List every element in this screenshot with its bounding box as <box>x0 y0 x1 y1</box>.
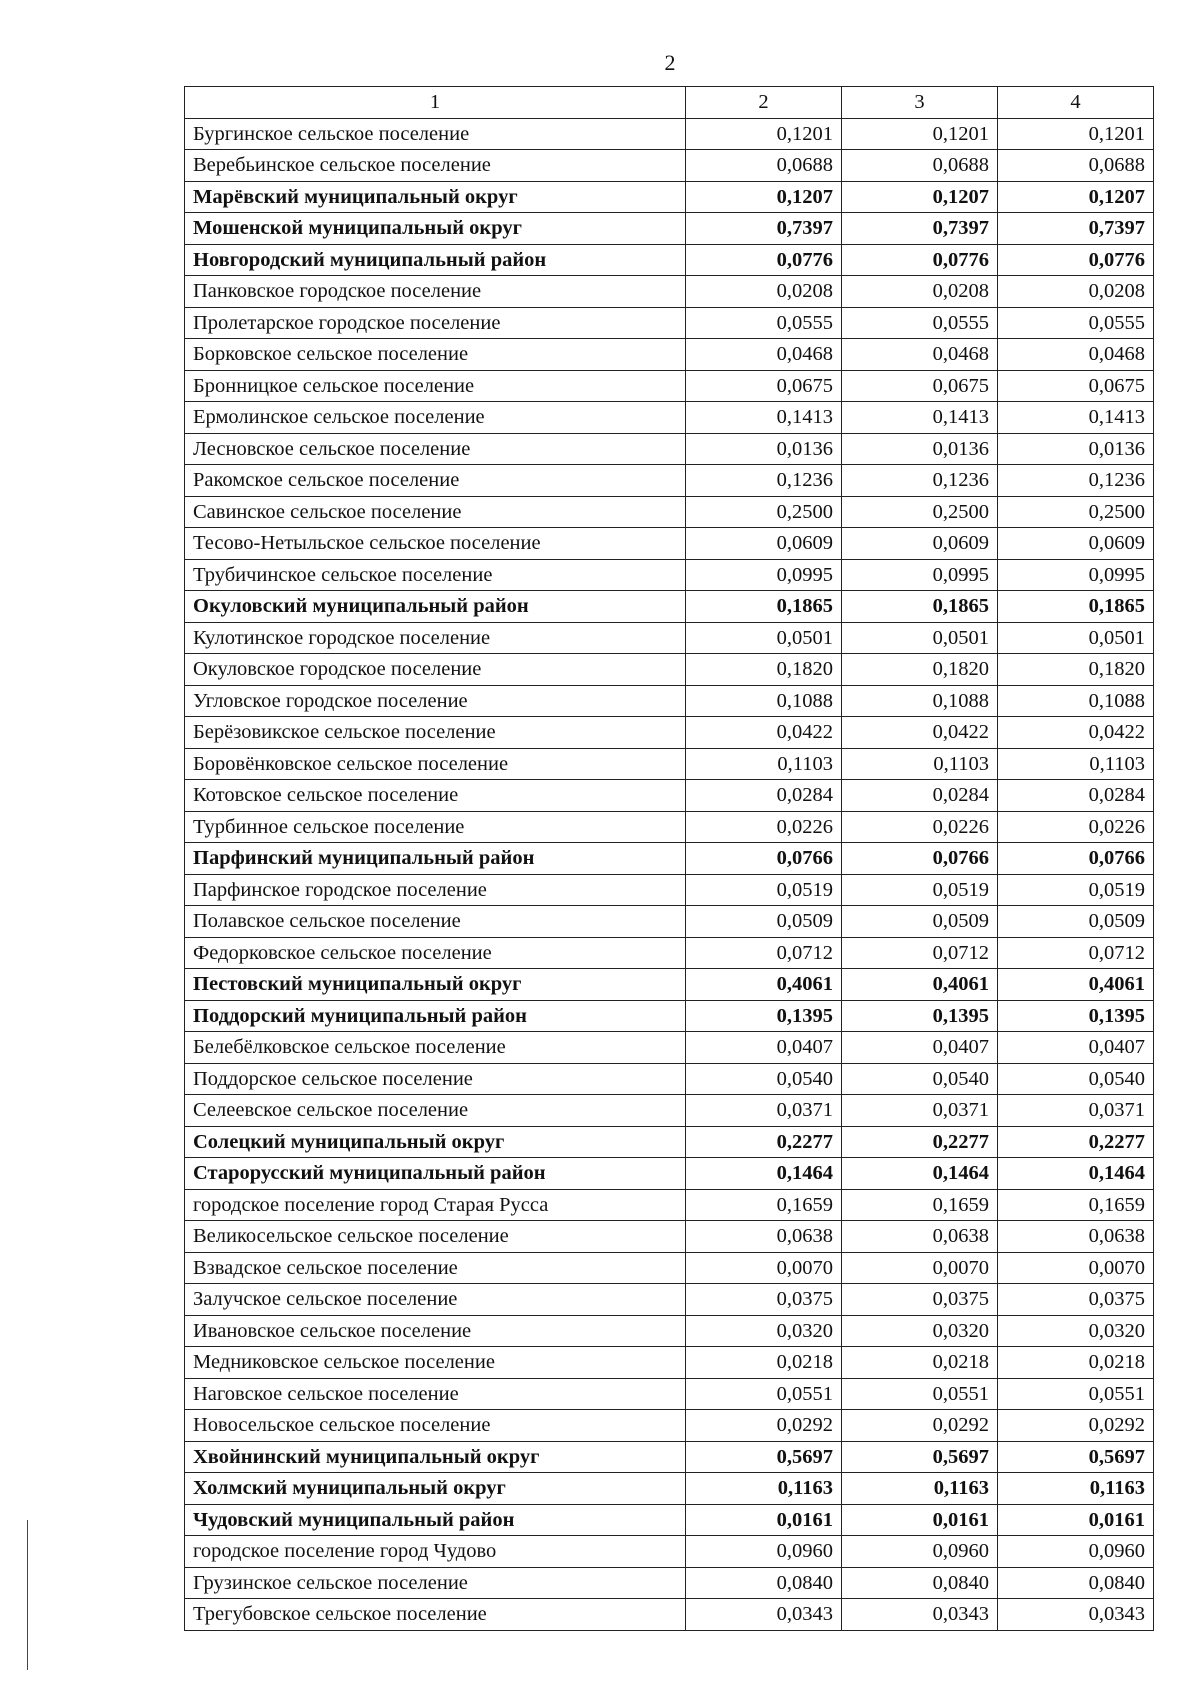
row-value-cell: 0,0766 <box>686 843 842 875</box>
row-value-cell: 0,0343 <box>998 1599 1154 1631</box>
row-value-cell: 0,0070 <box>842 1252 998 1284</box>
row-value-cell: 0,0422 <box>998 717 1154 749</box>
row-value-cell: 0,0712 <box>842 937 998 969</box>
row-name-cell: городское поселение город Чудово <box>185 1536 686 1568</box>
row-name-cell: Бургинское сельское поселение <box>185 118 686 150</box>
row-value-cell: 0,2500 <box>842 496 998 528</box>
row-value-cell: 0,0218 <box>998 1347 1154 1379</box>
table-row <box>185 1063 1154 1095</box>
table-row <box>185 1441 1154 1473</box>
row-value-cell: 0,0208 <box>686 276 842 308</box>
row-value-cell: 0,0407 <box>842 1032 998 1064</box>
row-value-cell: 0,0551 <box>842 1378 998 1410</box>
row-value-cell: 0,1659 <box>686 1189 842 1221</box>
row-value-cell: 0,0292 <box>998 1410 1154 1442</box>
row-value-cell: 0,0371 <box>686 1095 842 1127</box>
row-value-cell: 0,0766 <box>842 843 998 875</box>
row-value-cell: 0,1395 <box>998 1000 1154 1032</box>
row-value-cell: 0,1820 <box>842 654 998 686</box>
row-value-cell: 0,5697 <box>686 1441 842 1473</box>
row-value-cell: 0,0218 <box>842 1347 998 1379</box>
row-value-cell: 0,0208 <box>998 276 1154 308</box>
table-row <box>185 1032 1154 1064</box>
row-value-cell: 0,0375 <box>998 1284 1154 1316</box>
table-row <box>185 433 1154 465</box>
row-value-cell: 0,7397 <box>998 213 1154 245</box>
row-name-cell: Солецкий муниципальный округ <box>185 1126 686 1158</box>
row-name-cell: Парфинское городское поселение <box>185 874 686 906</box>
row-name-cell: Великосельское сельское поселение <box>185 1221 686 1253</box>
row-value-cell: 0,0555 <box>842 307 998 339</box>
row-value-cell: 0,0509 <box>842 906 998 938</box>
row-value-cell: 0,0840 <box>998 1567 1154 1599</box>
row-value-cell: 0,0343 <box>842 1599 998 1631</box>
row-value-cell: 0,1865 <box>998 591 1154 623</box>
table-row <box>185 1410 1154 1442</box>
row-value-cell: 0,0161 <box>842 1504 998 1536</box>
row-value-cell: 0,0226 <box>998 811 1154 843</box>
row-name-cell: Окуловское городское поселение <box>185 654 686 686</box>
row-name-cell: Поддорское сельское поселение <box>185 1063 686 1095</box>
row-name-cell: Трегубовское сельское поселение <box>185 1599 686 1631</box>
row-value-cell: 0,0284 <box>998 780 1154 812</box>
row-value-cell: 0,1865 <box>686 591 842 623</box>
table-row <box>185 811 1154 843</box>
row-value-cell: 0,0776 <box>686 244 842 276</box>
row-value-cell: 0,1865 <box>842 591 998 623</box>
row-value-cell: 0,0609 <box>686 528 842 560</box>
row-value-cell: 0,0960 <box>686 1536 842 1568</box>
row-name-cell: Лесновское сельское поселение <box>185 433 686 465</box>
table-row <box>185 496 1154 528</box>
table-row <box>185 622 1154 654</box>
row-value-cell: 0,0540 <box>998 1063 1154 1095</box>
row-value-cell: 0,0519 <box>998 874 1154 906</box>
table-body <box>185 87 1154 1631</box>
row-value-cell: 0,0712 <box>998 937 1154 969</box>
row-value-cell: 0,0136 <box>686 433 842 465</box>
table-row <box>185 969 1154 1001</box>
row-value-cell: 0,0320 <box>686 1315 842 1347</box>
table-row <box>185 1567 1154 1599</box>
row-value-cell: 0,1103 <box>842 748 998 780</box>
row-name-cell: Боровёнковское сельское поселение <box>185 748 686 780</box>
row-name-cell: Грузинское сельское поселение <box>185 1567 686 1599</box>
scan-margin-line <box>27 1520 28 1670</box>
row-value-cell: 0,0766 <box>998 843 1154 875</box>
row-value-cell: 0,0609 <box>998 528 1154 560</box>
row-value-cell: 0,5697 <box>998 1441 1154 1473</box>
row-value-cell: 0,1236 <box>686 465 842 497</box>
row-value-cell: 0,0343 <box>686 1599 842 1631</box>
row-value-cell: 0,1413 <box>998 402 1154 434</box>
row-value-cell: 0,0371 <box>998 1095 1154 1127</box>
row-name-cell: Окуловский муниципальный район <box>185 591 686 623</box>
row-value-cell: 0,0638 <box>842 1221 998 1253</box>
row-name-cell: Новосельское сельское поселение <box>185 1410 686 1442</box>
row-name-cell: Угловское городское поселение <box>185 685 686 717</box>
table-row <box>185 1599 1154 1631</box>
row-value-cell: 0,0960 <box>998 1536 1154 1568</box>
row-value-cell: 0,1207 <box>842 181 998 213</box>
table-row <box>185 118 1154 150</box>
table-row <box>185 1284 1154 1316</box>
row-name-cell: Савинское сельское поселение <box>185 496 686 528</box>
row-value-cell: 0,1163 <box>686 1473 842 1505</box>
table-row <box>185 1252 1154 1284</box>
row-value-cell: 0,0555 <box>998 307 1154 339</box>
row-name-cell: Новгородский муниципальный район <box>185 244 686 276</box>
row-value-cell: 0,1413 <box>686 402 842 434</box>
row-value-cell: 0,0519 <box>842 874 998 906</box>
row-value-cell: 0,0995 <box>998 559 1154 591</box>
table-row <box>185 1536 1154 1568</box>
table-row <box>185 591 1154 623</box>
row-value-cell: 0,0540 <box>842 1063 998 1095</box>
table-row <box>185 339 1154 371</box>
row-value-cell: 0,7397 <box>686 213 842 245</box>
row-name-cell: Наговское сельское поселение <box>185 1378 686 1410</box>
row-value-cell: 0,0688 <box>842 150 998 182</box>
row-value-cell: 0,0371 <box>842 1095 998 1127</box>
table-row <box>185 1158 1154 1190</box>
row-value-cell: 0,0226 <box>842 811 998 843</box>
table-row <box>185 276 1154 308</box>
row-value-cell: 0,0375 <box>842 1284 998 1316</box>
table-row <box>185 874 1154 906</box>
row-name-cell: Котовское сельское поселение <box>185 780 686 812</box>
row-value-cell: 0,0675 <box>998 370 1154 402</box>
table-row <box>185 1378 1154 1410</box>
row-value-cell: 0,1088 <box>998 685 1154 717</box>
row-value-cell: 0,0638 <box>998 1221 1154 1253</box>
column-header: 1 <box>185 87 686 119</box>
row-value-cell: 0,1163 <box>842 1473 998 1505</box>
row-value-cell: 0,0422 <box>686 717 842 749</box>
row-value-cell: 0,0292 <box>686 1410 842 1442</box>
row-name-cell: Бронницкое сельское поселение <box>185 370 686 402</box>
table-row <box>185 181 1154 213</box>
row-value-cell: 0,0688 <box>998 150 1154 182</box>
table-row <box>185 150 1154 182</box>
row-value-cell: 0,0776 <box>842 244 998 276</box>
table-row <box>185 1315 1154 1347</box>
row-value-cell: 0,0638 <box>686 1221 842 1253</box>
row-name-cell: Селеевское сельское поселение <box>185 1095 686 1127</box>
row-value-cell: 0,0675 <box>842 370 998 402</box>
row-value-cell: 0,0609 <box>842 528 998 560</box>
row-value-cell: 0,1820 <box>998 654 1154 686</box>
row-value-cell: 0,0226 <box>686 811 842 843</box>
row-name-cell: Кулотинское городское поселение <box>185 622 686 654</box>
row-value-cell: 0,0407 <box>998 1032 1154 1064</box>
table-row <box>185 685 1154 717</box>
row-value-cell: 0,0136 <box>998 433 1154 465</box>
table-row <box>185 906 1154 938</box>
row-value-cell: 0,0555 <box>686 307 842 339</box>
table-row <box>185 1473 1154 1505</box>
row-name-cell: Пестовский муниципальный округ <box>185 969 686 1001</box>
row-value-cell: 0,1201 <box>842 118 998 150</box>
row-name-cell: Марёвский муниципальный округ <box>185 181 686 213</box>
row-value-cell: 0,1207 <box>998 181 1154 213</box>
row-value-cell: 0,0407 <box>686 1032 842 1064</box>
row-value-cell: 0,0540 <box>686 1063 842 1095</box>
row-name-cell: Полавское сельское поселение <box>185 906 686 938</box>
row-name-cell: Турбинное сельское поселение <box>185 811 686 843</box>
row-value-cell: 0,0284 <box>842 780 998 812</box>
row-name-cell: Холмский муниципальный округ <box>185 1473 686 1505</box>
row-name-cell: Борковское сельское поселение <box>185 339 686 371</box>
table-row <box>185 717 1154 749</box>
row-name-cell: Поддорский муниципальный район <box>185 1000 686 1032</box>
row-value-cell: 0,0840 <box>686 1567 842 1599</box>
data-table <box>184 86 1154 1631</box>
row-name-cell: Пролетарское городское поселение <box>185 307 686 339</box>
row-value-cell: 0,0688 <box>686 150 842 182</box>
row-value-cell: 0,1395 <box>686 1000 842 1032</box>
row-value-cell: 0,0675 <box>686 370 842 402</box>
row-value-cell: 0,2277 <box>686 1126 842 1158</box>
row-value-cell: 0,1236 <box>842 465 998 497</box>
column-header: 2 <box>686 87 842 119</box>
row-value-cell: 0,1163 <box>998 1473 1154 1505</box>
column-header: 4 <box>998 87 1154 119</box>
row-value-cell: 0,1103 <box>998 748 1154 780</box>
table-row <box>185 780 1154 812</box>
row-value-cell: 0,0995 <box>842 559 998 591</box>
row-value-cell: 0,0422 <box>842 717 998 749</box>
row-value-cell: 0,0995 <box>686 559 842 591</box>
table-row <box>185 1189 1154 1221</box>
row-name-cell: городское поселение город Старая Русса <box>185 1189 686 1221</box>
row-value-cell: 0,1088 <box>842 685 998 717</box>
row-name-cell: Тесово-Нетыльское сельское поселение <box>185 528 686 560</box>
row-value-cell: 0,0509 <box>998 906 1154 938</box>
row-value-cell: 0,0161 <box>686 1504 842 1536</box>
page-number: 2 <box>664 50 676 75</box>
row-value-cell: 0,0551 <box>998 1378 1154 1410</box>
row-value-cell: 0,0509 <box>686 906 842 938</box>
row-value-cell: 0,1236 <box>998 465 1154 497</box>
row-name-cell: Старорусский муниципальный район <box>185 1158 686 1190</box>
table-row <box>185 937 1154 969</box>
table-row <box>185 402 1154 434</box>
row-name-cell: Веребьинское сельское поселение <box>185 150 686 182</box>
row-value-cell: 0,0292 <box>842 1410 998 1442</box>
row-name-cell: Чудовский муниципальный район <box>185 1504 686 1536</box>
row-value-cell: 0,0840 <box>842 1567 998 1599</box>
row-name-cell: Медниковское сельское поселение <box>185 1347 686 1379</box>
table-row <box>185 1221 1154 1253</box>
row-value-cell: 0,0070 <box>998 1252 1154 1284</box>
row-value-cell: 0,0501 <box>998 622 1154 654</box>
row-name-cell: Парфинский муниципальный район <box>185 843 686 875</box>
row-value-cell: 0,1395 <box>842 1000 998 1032</box>
row-name-cell: Хвойнинский муниципальный округ <box>185 1441 686 1473</box>
table-row <box>185 465 1154 497</box>
row-value-cell: 0,1464 <box>998 1158 1154 1190</box>
row-value-cell: 0,2500 <box>998 496 1154 528</box>
row-name-cell: Панковское городское поселение <box>185 276 686 308</box>
row-value-cell: 0,0468 <box>686 339 842 371</box>
row-value-cell: 0,2277 <box>842 1126 998 1158</box>
row-value-cell: 0,0712 <box>686 937 842 969</box>
table-row <box>185 213 1154 245</box>
table-row <box>185 843 1154 875</box>
table-row <box>185 1347 1154 1379</box>
row-value-cell: 0,0519 <box>686 874 842 906</box>
table-row <box>185 244 1154 276</box>
table-row <box>185 370 1154 402</box>
row-value-cell: 0,2277 <box>998 1126 1154 1158</box>
row-value-cell: 0,0284 <box>686 780 842 812</box>
table-row <box>185 1095 1154 1127</box>
row-value-cell: 0,0501 <box>842 622 998 654</box>
row-value-cell: 0,0551 <box>686 1378 842 1410</box>
row-value-cell: 0,0468 <box>842 339 998 371</box>
row-name-cell: Ивановское сельское поселение <box>185 1315 686 1347</box>
row-value-cell: 0,2500 <box>686 496 842 528</box>
row-value-cell: 0,0375 <box>686 1284 842 1316</box>
row-value-cell: 0,1088 <box>686 685 842 717</box>
row-value-cell: 0,7397 <box>842 213 998 245</box>
row-name-cell: Трубичинское сельское поселение <box>185 559 686 591</box>
row-value-cell: 0,0136 <box>842 433 998 465</box>
row-value-cell: 0,1207 <box>686 181 842 213</box>
row-value-cell: 0,0501 <box>686 622 842 654</box>
row-value-cell: 0,0960 <box>842 1536 998 1568</box>
row-value-cell: 0,0208 <box>842 276 998 308</box>
row-value-cell: 0,1413 <box>842 402 998 434</box>
row-name-cell: Ракомское сельское поселение <box>185 465 686 497</box>
row-name-cell: Федорковское сельское поселение <box>185 937 686 969</box>
row-value-cell: 0,4061 <box>842 969 998 1001</box>
row-value-cell: 0,0776 <box>998 244 1154 276</box>
column-header: 3 <box>842 87 998 119</box>
row-value-cell: 0,1201 <box>686 118 842 150</box>
row-value-cell: 0,1201 <box>998 118 1154 150</box>
row-name-cell: Мошенской муниципальный округ <box>185 213 686 245</box>
table-header-row <box>185 87 1154 119</box>
row-value-cell: 0,1464 <box>842 1158 998 1190</box>
row-value-cell: 0,1659 <box>842 1189 998 1221</box>
table-row <box>185 1126 1154 1158</box>
row-value-cell: 0,1820 <box>686 654 842 686</box>
table-row <box>185 559 1154 591</box>
row-value-cell: 0,5697 <box>842 1441 998 1473</box>
table-row <box>185 654 1154 686</box>
row-name-cell: Ермолинское сельское поселение <box>185 402 686 434</box>
row-value-cell: 0,0468 <box>998 339 1154 371</box>
row-value-cell: 0,1103 <box>686 748 842 780</box>
table-row <box>185 748 1154 780</box>
table-row <box>185 1504 1154 1536</box>
row-value-cell: 0,4061 <box>686 969 842 1001</box>
row-value-cell: 0,0320 <box>842 1315 998 1347</box>
row-value-cell: 0,1464 <box>686 1158 842 1190</box>
row-value-cell: 0,0320 <box>998 1315 1154 1347</box>
row-value-cell: 0,0161 <box>998 1504 1154 1536</box>
row-name-cell: Берёзовикское сельское поселение <box>185 717 686 749</box>
row-value-cell: 0,4061 <box>998 969 1154 1001</box>
table-row <box>185 1000 1154 1032</box>
row-value-cell: 0,0070 <box>686 1252 842 1284</box>
table-row <box>185 528 1154 560</box>
row-name-cell: Взвадское сельское поселение <box>185 1252 686 1284</box>
row-value-cell: 0,0218 <box>686 1347 842 1379</box>
table-row <box>185 307 1154 339</box>
row-name-cell: Залучское сельское поселение <box>185 1284 686 1316</box>
row-value-cell: 0,1659 <box>998 1189 1154 1221</box>
row-name-cell: Белебёлковское сельское поселение <box>185 1032 686 1064</box>
